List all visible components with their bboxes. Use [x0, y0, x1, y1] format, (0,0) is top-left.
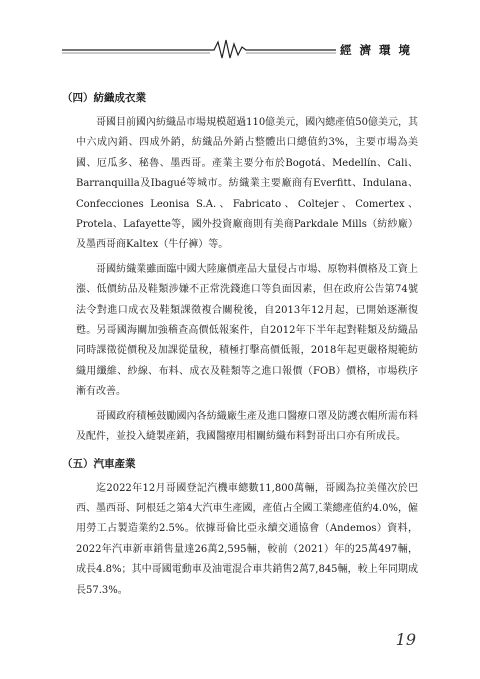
paragraph: 哥國政府積極鼓勵國內各紡織廠生產及進口醫療口罩及防護衣帽所需布料及配件，並投入縫製產銷，我國醫療用相關紡織布料對哥出口亦有所成長。 — [76, 410, 418, 443]
section-heading-textile: （四）紡織成衣業 — [62, 92, 146, 104]
paragraph: 迄2022年12月哥國登記汽機車總數11,800萬輛，哥國為拉美僅次於巴西、墨西哥、阿根廷之第4大汽車生產國，產值占全國工業總產值約4.0%，僱用勞工占製造業約2.5%。依據哥倫比亞永續交通協會（Andemos）資料，2022年汽車新車銷售量達26萬2,595輛，較前（2021）年的25萬497輛，成長4.8%；其中哥國電動車及油電混合車共銷售2萬7,845輛，較上年同期成長57.3%。 — [76, 482, 418, 596]
page-number: 19 — [395, 630, 416, 649]
page-header — [62, 38, 418, 60]
body-content — [62, 88, 418, 605]
paragraph: 哥國目前國內紡織品市場規模超過110億美元，國內總產值50億美元，其中六成內銷、四成外銷，紡織品外銷占整體出口總值約3%，主要市場為美國、厄瓜多、秘魯、墨西哥。產業主要分布於Bogotá、Medellín、Cali、Barranquilla及Ibagué等城市。紡織業主要廠商有Everfitt、Indulana、Confecciones Leonisa S.A.、Fabricato、Coltejer、Comertex、Protela、Lafayette等，國外投資廠商則有美商Parkdale Mills（紡紗廠）及墨西哥商Kaltex（牛仔褲）等。 — [76, 117, 418, 251]
header-title: 經濟環境 — [336, 42, 418, 58]
section-heading-automotive: （五）汽車產業 — [62, 457, 136, 470]
paragraph: 哥國紡織業雖面臨中國大陸廉價產品大量侵占市場、原物料價格及工資上漲、低價紡品及鞋類涉嫌不正常洗錢進口等負面因素，但在政府公告第74號法令對進口成衣及鞋類課徵複合關稅後，自2013年12月起，已開始逐漸復甦。另哥國海關加強稽查高價低報案件，自2012年下半年起對鞋類及紡織品同時課徵從價稅及加課從量稅，積極打擊高價低報，2018年起更嚴格規範紡織用纖維、紗線、布料、成衣及鞋類等之進口報價（FOB）價格，市場秩序漸有改善。 — [76, 263, 418, 398]
